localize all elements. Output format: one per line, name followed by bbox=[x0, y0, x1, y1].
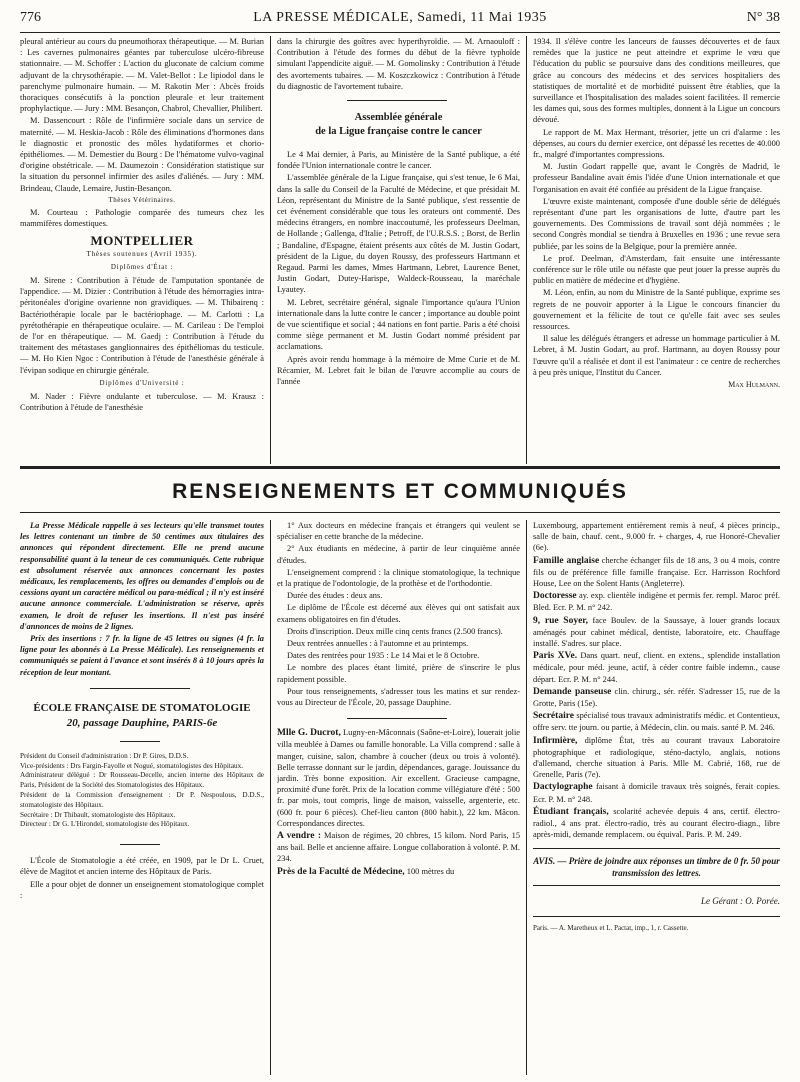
ad-text: Maison de régimes, 20 chbres, 15 kilom. Nord Paris, 15 ans bail. Belle et ancienne affaire. Longue collaboration à volonté. P. M. 234. bbox=[277, 831, 520, 864]
left-paragraph: M. Nader : Fièvre ondulante et tuberculose. — M. Krausz : Contribution à l'étude de l'anesthésie bbox=[20, 392, 264, 413]
mid-paragraph: M. Lebret, secrétaire général, signale l'importance qu'aura l'Union internationale dans la lutte contre le cancer ; importance au double point de vue scientifique et social ; 44 nations en font partie. Paris a été choisi comme siège permanent et M. Justin Godart nommé président par acclamations. bbox=[277, 297, 520, 352]
ad-text: Lugny-en-Mâconnais (Saône-et-Loire), louerait jolie villa meublée à Dames ou famille honorable. La Villa comprend : salle à manger, cuisine, salon, chambre à coucher (deux ou trois à volonté). Belle terrasse donnant sur le jardin, dépendances, garage. Jouissance du jardin. Très bonne exposition. Air excellent. Gracieuse campagne, proximité d'une forêt. Prix de la location comme villégiature d'été : 500 fr. par mois, tout compris, linge de maison, vaisselle, argenterie, etc. (600 fr. pour 6 pièces). Chef-lieu canton (800 habit.), 22 km. Mâcon. Correspondances directes. bbox=[277, 728, 520, 828]
assemblee-heading bbox=[277, 111, 520, 139]
city-heading: MONTPELLIER bbox=[90, 233, 194, 249]
classified-ad bbox=[533, 590, 780, 613]
ad-name: Près de la Faculté de Médecine, bbox=[277, 866, 405, 877]
bottom-right-column bbox=[533, 520, 780, 1075]
ad-text: faisant à domicile travaux très soignés, ferait copies. Ecr. P. M. n° 248. bbox=[533, 782, 780, 804]
issue-number: N° 38 bbox=[746, 10, 780, 25]
left-paragraph: M. Sirene : Contribution à l'étude de l'amputation spontanée de l'appendice. — M. Dizier : Contribution à l'étude des hémorragies intra-péritonéales d'origine ovarienne non gravidiques. — M. Thibairenq : Bactériothérapie locale par le bactériophage. — M. Carlotti : La pyrétothérapie en thérapeutique oculaire. — M. Carileau : De l'emploi de l'or en thérapeutique. — M. Gaedj : Contribution à l'étude du traitement des métastases ganglionnaires des épithéliomas du testicule. — M. Ho Kien Ngoc : Contribution à l'étude de l'anesthésie générale à l'évipan sodique en chirurgie générale. bbox=[20, 276, 264, 375]
ad-text: diplôme État, très au courant travaux Laboratoire photographique et radiologique, sténo-dactylo, anglais, notions d'allemand, cherche situation à Paris. Mlle M. Cabrié, 168, rue de Grenelle, Paris (7e). bbox=[533, 735, 780, 780]
theses-soutenues-heading: Thèses soutenues (Avril 1935). bbox=[86, 249, 198, 258]
ecole-item: 2° Aux étudiants en médecine, à partir de leur cinquième année d'études. bbox=[277, 544, 520, 565]
staff-entry: Président de la Commission d'enseignement : Dr P. Nespoulous, D.D.S., stomatologiste des Hôpitaux. bbox=[20, 791, 264, 809]
prix-paragraph: Prix des insertions : 7 fr. la ligne de 45 lettres ou signes (4 fr. la ligne pour les abonnés à La Presse Médicale). Les renseignements et communiqués se paient à l'avance et sont insérés 8 à 10 jours après la réception de leur montant. bbox=[20, 634, 264, 677]
banner-rule-bottom bbox=[20, 512, 780, 513]
right-paragraph: L'œuvre existe maintenant, composée d'une double série de délégués représentant d'une part les organisations de lutte, d'autre part les gouvernements. Des Commissions de travail sont déjà nommées ; le second Congrès mondial se tiendra à Bruxelles en 1936 ; une revue sera publiée, par les soins de la Belgique, pour la première année. bbox=[533, 196, 780, 251]
mid-paragraph: Après avoir rendu hommage à la mémoire de Mme Curie et de M. Récamier, M. Lebret fait le bilan de l'œuvre accomplie au cours de l'année bbox=[277, 354, 520, 387]
right-paragraph: M. Justin Godart rappelle que, avant le Congrès de Madrid, le professeur Bandaline avait émis l'idée d'une Union internationale et que l'organisation en avait été confiée au président de la Ligue française. bbox=[533, 162, 780, 194]
ad-name: Famille anglaise bbox=[533, 555, 600, 566]
column-divider bbox=[526, 36, 527, 464]
section-rule bbox=[120, 844, 160, 845]
section-rule bbox=[533, 885, 780, 886]
classified-ad bbox=[533, 735, 780, 781]
left-column bbox=[20, 36, 264, 462]
section-rule bbox=[533, 916, 780, 917]
section-rule bbox=[347, 100, 447, 101]
staff-entry: Directeur : Dr G. L'Hirondel, stomatologiste des Hôpitaux. bbox=[20, 820, 190, 829]
avis-notice: AVIS. — Prière de joindre aux réponses un timbre de 0 fr. 50 pour transmission des lettres. bbox=[533, 856, 780, 879]
ecole-item: Pour tous renseignements, s'adresser tous les matins et sur rendez-vous au Directeur de l'École, 20, passage Dauphine. bbox=[277, 686, 520, 708]
ad-text: spécialisé tous travaux administratifs médic. et Contentieux, offre serv. tte journ. ou partie, à Médecin, clin. ou mais. santé P. M. 246. bbox=[533, 711, 780, 733]
section-rule bbox=[533, 848, 780, 849]
ecole-item: 1° Aux docteurs en médecine français et étrangers qui veulent se spécialiser en cette branche de la médecine. bbox=[277, 521, 520, 542]
classified-ad bbox=[533, 650, 780, 685]
ad-name: Infirmière, bbox=[533, 735, 578, 746]
diplomes-univ-heading: Diplômes d'Université : bbox=[99, 378, 185, 387]
ecole-paragraph: L'École de Stomatologie a été créée, en 1909, par le Dr L. Cruet, élève de Magitot et ancien interne des Hôpitaux de Paris. bbox=[20, 856, 264, 877]
ad-name: Paris XVe. bbox=[533, 651, 578, 662]
classified-ad bbox=[533, 686, 780, 709]
right-column bbox=[533, 36, 780, 462]
left-intro: pleural antérieur au cours du pneumothorax thérapeutique. — M. Burian : Les cavernes pulmonaires géantes par tuberculose ulcéro-fibreuse stationnaire. — M. Schoffer : L'action du gluconate de calcium comme adjuvant de la chrysothérapie. — M. Valet-Bellot : Le lipiodol dans le parenchyme pulmonaire humain. — M. Rakotin Mer : Abcès froids thoraciques consécutifs à la ponction pleurale et leur traitement prophylactique. — Jury : MM. Besançon, Chabrol, Chevallier, Philibert. bbox=[20, 37, 264, 114]
ecole-item: Deux rentrées annuelles : à l'automne et au printemps. bbox=[287, 639, 469, 649]
ad-text: cherche échanger fils de 18 ans, 3 ou 4 mois, contre fils ou de préférence fille famille française. Ecr. Harrisson Rochford House, Lee on the Solent Hants (Angleterre). bbox=[533, 555, 780, 589]
right-paragraph: Le prof. Deelman, d'Amsterdam, fait ensuite une intéressante conférence sur le rôle utile ou néfaste que peut jouer la presse auprès du public en matière de médecine et d'hygiène. bbox=[533, 253, 780, 286]
staff-list bbox=[20, 752, 264, 830]
ecole-item: Le nombre des places étant limité, prière de s'inscrire le plus rapidement possible. bbox=[277, 663, 520, 684]
ad-name: Mlle G. Ducrot, bbox=[277, 728, 341, 739]
ad-name: Doctoresse bbox=[533, 591, 577, 602]
column-divider bbox=[526, 520, 527, 1075]
classified-ad bbox=[533, 520, 780, 554]
staff-entry: Président du Conseil d'administration : Dr P. Gires, D.D.S. bbox=[20, 751, 189, 760]
section-rule bbox=[120, 741, 160, 742]
right-paragraph: Il salue les délégués étrangers et adresse un hommage particulier à M. Lebret, à M. Justin Godart, au prof. Hartmann, au doyen Roussy pour l'œuvre qu'il a réalisée et dont il est l'animateur : ce centre de recherches à peu près unique, l'Institut du Cancer. bbox=[533, 334, 780, 377]
mid-paragraph: L'assemblée générale de la Ligue française, qui s'est tenue, le 6 Mai, dans la salle du Conseil de la Faculté de Médecine, et que présidait M. Léon, représentant du Ministre de la Santé publique, s'est ressentie de cet événement considérable que tous les orateurs ont commenté. Des médecins étrangers, en nombre inaccoutumé, les professeurs Deelman, de Hollande ; Gallenga, d'Italie ; Petroff, de l'U.R.S.S. ; Borst, de Berlin ; Bandaline, d'Espagne, étaient présents aux côtés de M. Justin Godart, président de la Ligue, du doyen Roussy, des professeurs Hartmann et Regaud. Parmi les dames, Mmes Hartmann, Lebret, Laurence Benet, Justin Godart, Dutey-Harispe, Waldeck-Rousseau, la maréchale Lyautey. bbox=[277, 173, 520, 295]
renseignements-banner: RENSEIGNEMENTS ET COMMUNIQUÉS bbox=[172, 480, 628, 503]
classified-ad bbox=[533, 781, 780, 804]
journal-title: LA PRESSE MÉDICALE, Samedi, 11 Mai 1935 bbox=[253, 10, 547, 25]
bottom-left-column bbox=[20, 520, 264, 1075]
ad-text: clin. chirurg., sér. référ. S'adresser 15, rue de la Grotte, Paris (15e). bbox=[533, 686, 780, 709]
ecole-item: Le diplôme de l'École est décerné aux élèves qui ont satisfait aux examens obligatoires en fin d'études. bbox=[277, 603, 520, 624]
gerant-line: Le Gérant : O. Porée. bbox=[701, 896, 780, 907]
left-paragraph: M. Dassencourt : Rôle de l'infirmière sociale dans un service de maternité. — M. Heskia-Jacob : Rôle des éliminations d'hormones dans le diagnostic et pronostic des môles hydatiformes et chorio-épithéliomes. — M. Demestier du Bourg : De l'hématome vulvo-vaginal d'origine obstétricale. — M. Daumezoin : Considération statistique sur la situation du personnel infirmier des asiles d'aliénés. — Jury : MM. Brindeau, Claude, Lemaire, Justin-Besançon. bbox=[20, 116, 264, 193]
assemblee-heading-line2: de la Ligue française contre le cancer bbox=[315, 126, 482, 138]
theses-vet-heading: Thèses Vétérinaires. bbox=[108, 195, 176, 204]
right-paragraph: Le rapport de M. Max Hermant, trésorier, jette un cri d'alarme : les dépenses, au cours du dernier exercice, ont dépassé les recettes de 40.000 fr., malgré d'importantes compressions. bbox=[533, 127, 780, 160]
ad-name: Secrétaire bbox=[533, 711, 574, 722]
ad-name: Demande panseuse bbox=[533, 686, 612, 697]
right-paragraph: M. Léon, enfin, au nom du Ministre de la Santé publique, exprime ses regrets de ne pouvoir apporter à la Ligue le concours financier du gouvernement et la félicite de tout ce qu'elle fait avec ses seules ressources. bbox=[533, 288, 780, 332]
ecole-title: ÉCOLE FRANÇAISE DE STOMATOLOGIE bbox=[33, 701, 251, 714]
staff-entry: Vice-présidents : Drs Fargin-Fayolle et Nogué, stomatologistes des Hôpitaux. bbox=[20, 761, 244, 770]
column-divider bbox=[270, 36, 271, 464]
assemblee-heading-line1: Assemblée générale bbox=[354, 112, 443, 124]
ad-text: Dans quart. neuf, client. en extens., splendide installation médicale, pour méd. jeune, actif, à céder contre faible indemn., cause départ. Ecr. P. M. n° 244. bbox=[533, 651, 780, 684]
classified-ad bbox=[277, 866, 520, 878]
page-header bbox=[20, 10, 780, 32]
classified-ad bbox=[533, 806, 780, 841]
mid-paragraph: Le 4 Mai dernier, à Paris, au Ministère de la Santé publique, a été fondée l'Union internationale contre le cancer. bbox=[277, 150, 520, 171]
ad-name: 9, rue Soyer, bbox=[533, 615, 589, 626]
ad-name: Dactylographe bbox=[533, 782, 593, 793]
ad-text: 100 mètres du bbox=[406, 866, 455, 876]
ecole-paragraph: Elle a pour objet de donner un enseignement stomatologique complet : bbox=[20, 879, 264, 900]
section-rule bbox=[90, 688, 190, 689]
banner-rule-top bbox=[20, 466, 780, 469]
ecole-item: Durée des études : deux ans. bbox=[287, 591, 383, 601]
notice-paragraph: La Presse Médicale rappelle à ses lecteurs qu'elle transmet toutes les lettres contenant un timbre de 50 centimes aux titulaires des annonces qui répondent directement. Elle ne prend aucune responsabilité quant à la teneur de ces communiqués. Cette rubrique est absolument réservée aux annonces concernant les postes médicaux, les remplacements, les offres ou demandes d'emplois ou de cessions ayant un caractère médical ou para-médical ; il n'y est inséré aucune annonce commerciale. L'administration se réserve, après examen, le droit de refuser les insertions. Il n'est pas inséré d'annonces de moins de 2 lignes. bbox=[20, 521, 264, 631]
header-rule bbox=[20, 32, 780, 33]
classified-ad bbox=[277, 830, 520, 865]
section-rule bbox=[347, 718, 447, 719]
column-divider bbox=[270, 520, 271, 1075]
middle-column bbox=[277, 36, 520, 462]
classified-ad bbox=[533, 555, 780, 590]
right-paragraph: 1934. Il s'élève contre les lanceurs de fausses découvertes et de faux remèdes que la justice ne peut atteindre et exprime le vœu que l'éducation du public se poursuive dans des conditions meilleures, que grâce au concours des médecins et des services hospitaliers des statistiques de mortalité et de morbidité puissent être établies, que la surveillance et l'hospitalisation des malades soient facilitées. Il remercie les dames qui, sous des formes multiples, donnent à la Ligue un concours dévoué. bbox=[533, 37, 780, 125]
ad-name: A vendre : bbox=[277, 831, 321, 842]
ad-text: scolarité achevée depuis 4 ans, certif. électro-radiol., 4 ans prat. électro-radio, très au courant électro-diagn., libre après-midi, demande remplacem. ou équival. Paris. P. M. 249. bbox=[533, 806, 780, 840]
classified-ad bbox=[533, 615, 780, 650]
ecole-item: Droits d'inscription. Deux mille cinq cents francs (2.500 francs). bbox=[287, 626, 503, 636]
ecole-address: 20, passage Dauphine, PARIS-6e bbox=[66, 716, 218, 729]
bottom-middle-column bbox=[277, 520, 520, 1075]
ad-text: face Boulev. de la Saussaye, à louer grands locaux aménagés pour cabinet médical, dentiste, laboratoire, etc. Chauffage installé. S'adres. sur place. bbox=[533, 615, 780, 649]
left-paragraph: M. Courteau : Pathologie comparée des tumeurs chez les mammifères domestiques. bbox=[20, 208, 264, 229]
ecole-item: Dates des rentrées pour 1935 : Le 14 Mai et le 8 Octobre. bbox=[287, 651, 480, 661]
staff-entry: Administrateur délégué : Dr Rousseau-Decelle, ancien interne des Hôpitaux de Paris, Président de la Société des Stomatologistes des Hôpitaux. bbox=[20, 771, 264, 790]
ad-text: ay. exp. clientèle indigène et permis fer. rempl. Maroc préf. Bled. Ecr. P. M. n° 242. bbox=[533, 591, 780, 613]
ad-name: Étudiant français, bbox=[533, 806, 609, 817]
signature: Max Hulmann. bbox=[728, 380, 780, 390]
ecole-item: L'enseignement comprend : la clinique stomatologique, la technique et la pratique de l'odontologie, de la prothèse et de l'orthodontie. bbox=[277, 567, 520, 589]
classified-ad bbox=[533, 710, 780, 733]
diplomes-etat-heading: Diplômes d'État : bbox=[110, 262, 174, 271]
ad-text: Luxembourg, appartement entièrement remis à neuf, 4 pièces princip., salle de bain, chauf. cent., 9.000 fr. + charges, 4, rue Honoré-Chevalier (6e). bbox=[533, 521, 780, 553]
page-number: 776 bbox=[20, 10, 41, 25]
imprimeur-line: Paris. — A. Maretheux et L. Pactat, imp., 1, r. Cassette. bbox=[533, 923, 689, 932]
mid-intro: dans la chirurgie des goîtres avec hyperthyroïdie. — M. Arnaouloff : Contribution à l'étude des formes du début de la fièvre typhoïde simulant l'appendicite aiguë. — M. Gomolinsky : Contribution à l'étude des avortements tubaires. — M. Koszczkowicz : Contribution à l'étude du diagnostic de l'avortement tubaire. bbox=[277, 37, 520, 91]
classified-ad bbox=[277, 727, 520, 829]
staff-entry: Secrétaire : Dr Thibault, stomatologiste des Hôpitaux. bbox=[20, 810, 176, 819]
